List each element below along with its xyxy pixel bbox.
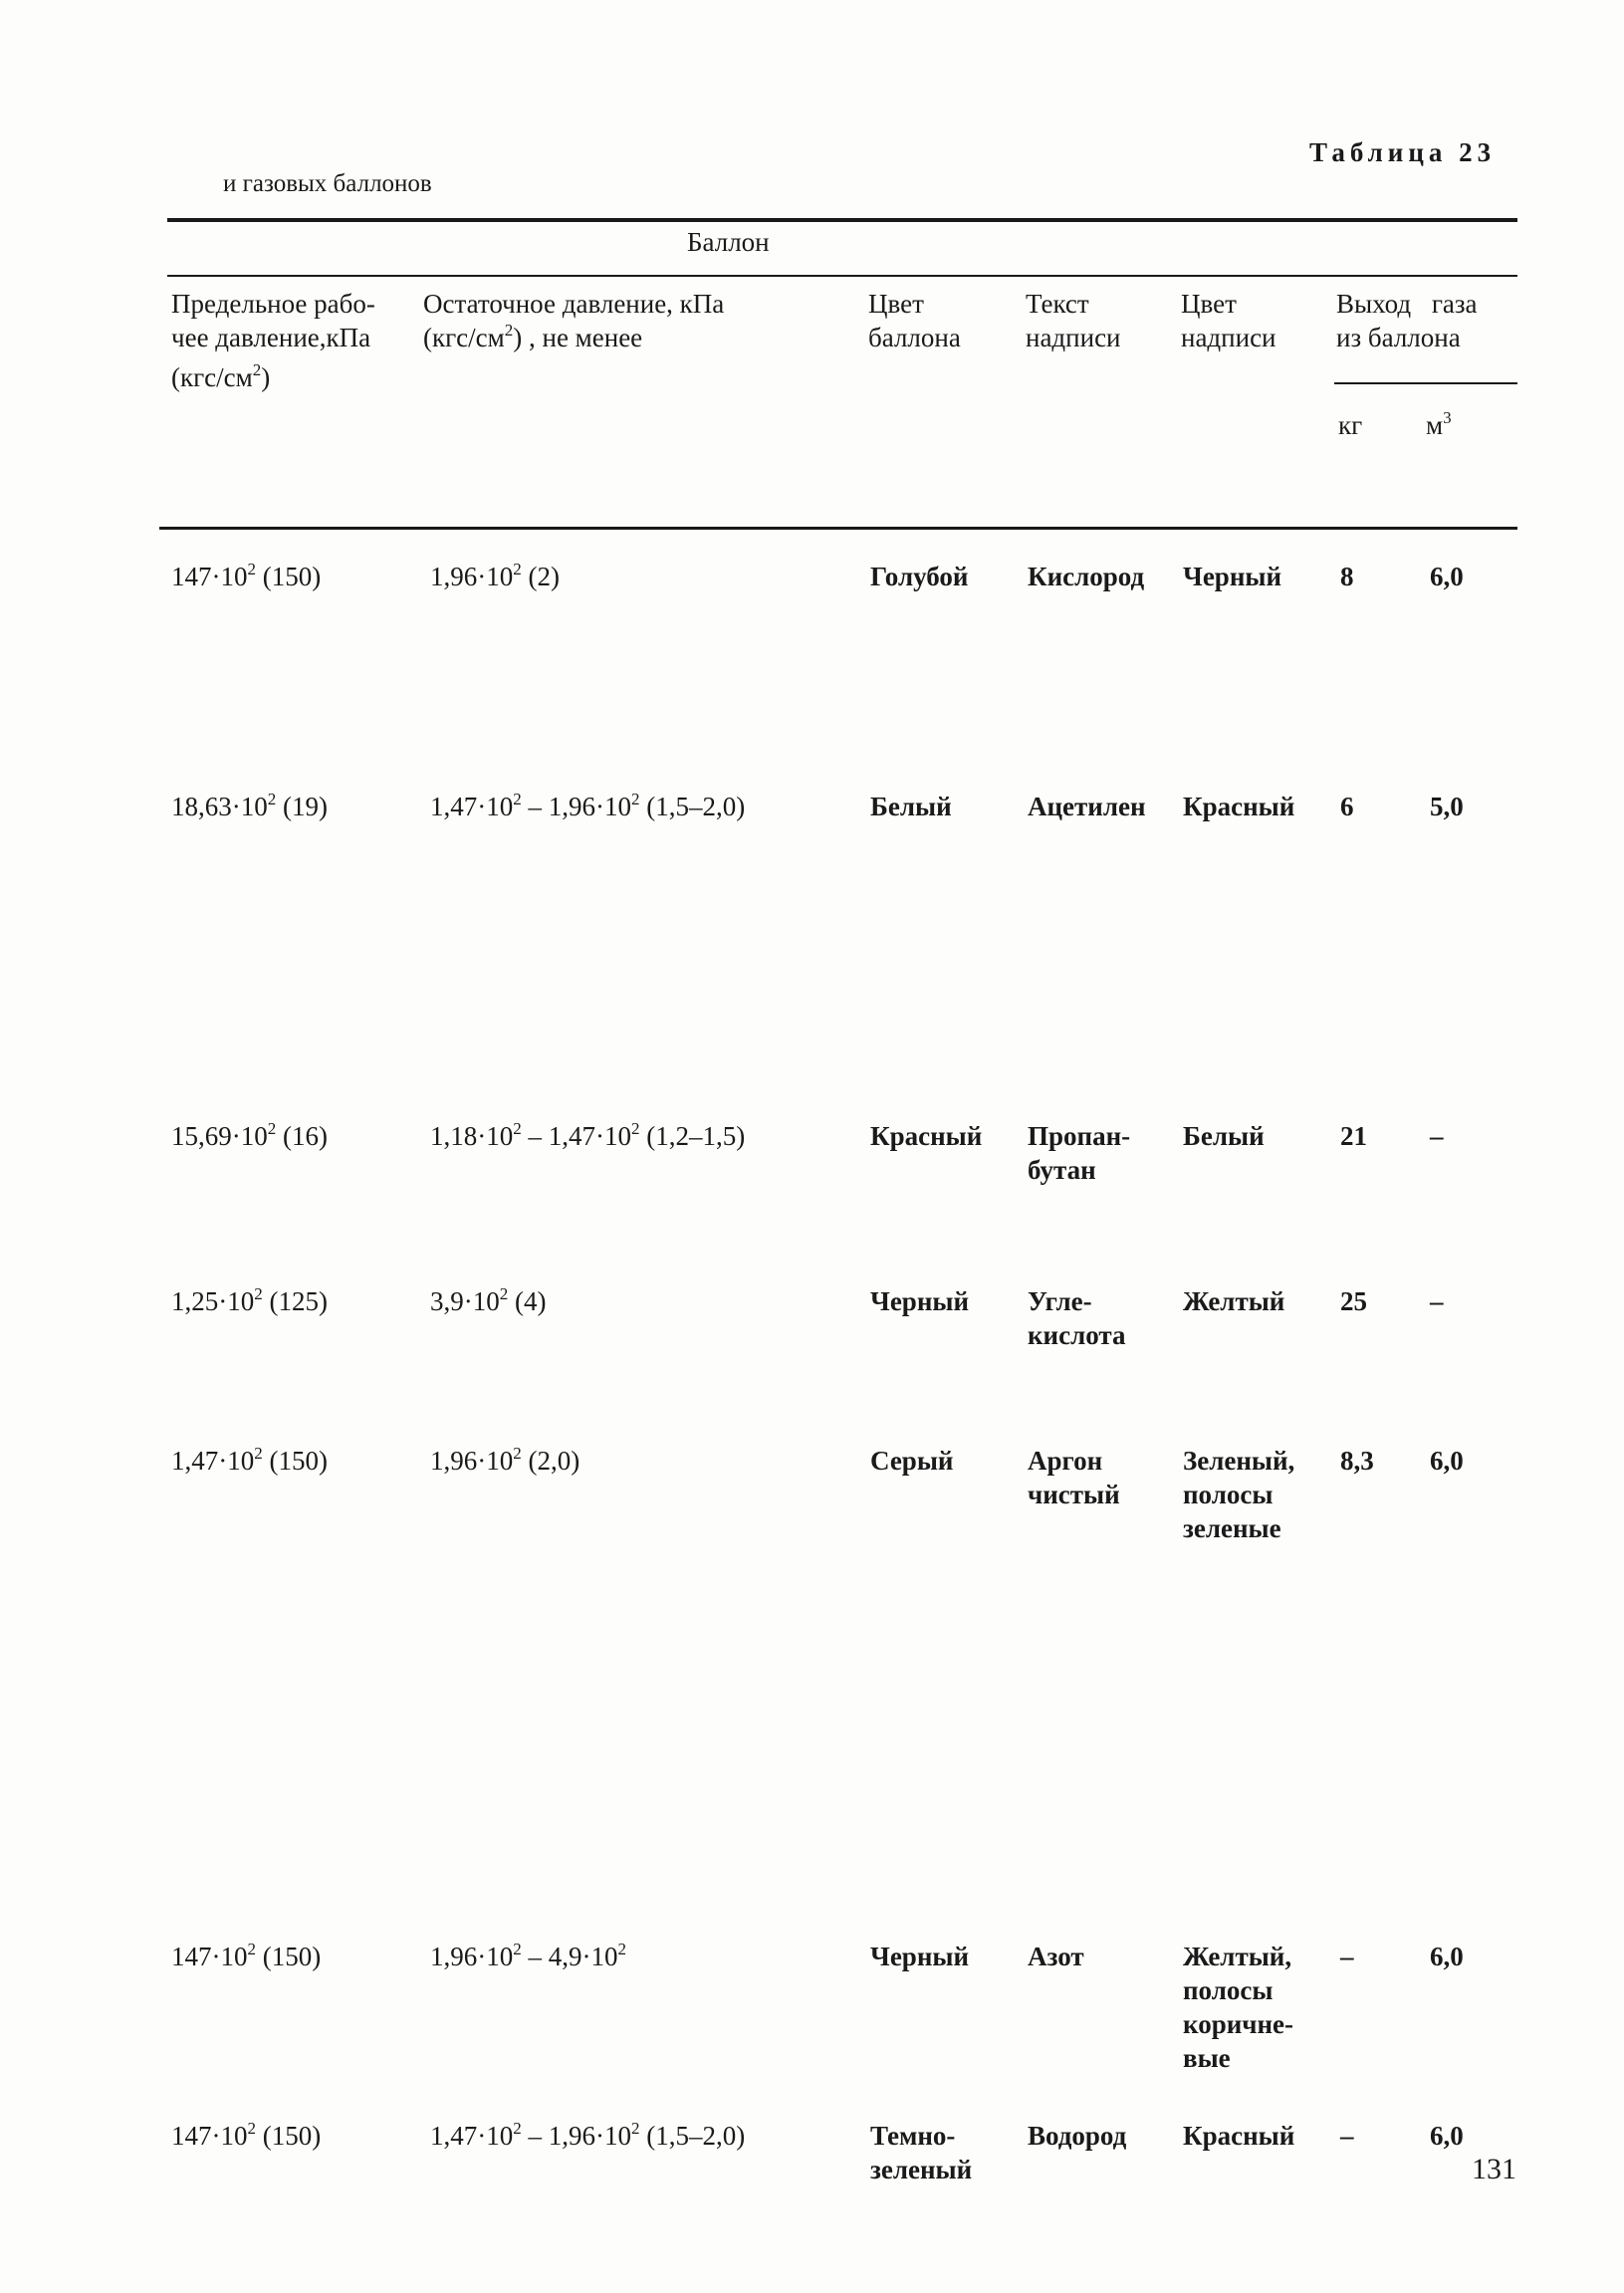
cell-output-kg: 6 — [1340, 792, 1354, 821]
cell-inscription-color — [1183, 1119, 1265, 1153]
cell-inscription-color-line: полосы — [1183, 1480, 1274, 1509]
pressure-exponent: 2 — [247, 2119, 256, 2138]
cell-cylinder-color — [870, 790, 952, 823]
cell-cylinder-color-line: Голубой — [870, 562, 969, 591]
cell-residual-pressure — [430, 1940, 626, 1973]
pressure-kgf: (16) — [276, 1121, 328, 1151]
cell-inscription-text-line: Угле- — [1028, 1286, 1092, 1316]
cell-inscription-text — [1028, 1444, 1120, 1511]
output-subrule — [1334, 382, 1517, 384]
residual-part-a: 3,9·10 — [430, 1286, 500, 1316]
header-gas-output — [1336, 287, 1478, 354]
residual-part-a: 1,96·10 — [430, 1942, 514, 1971]
header-tcolor-line2: надписи — [1181, 323, 1276, 352]
cell-working-pressure — [171, 1284, 328, 1318]
pressure-exponent: 2 — [254, 1284, 263, 1303]
cell-inscription-color-line: Черный — [1183, 562, 1282, 591]
cell-inscription-text — [1028, 1119, 1130, 1187]
header-pressure-unit: (кгс/см — [171, 362, 253, 392]
residual-exponent-b: 2 — [631, 1119, 640, 1138]
cell-inscription-text — [1028, 2119, 1126, 2153]
header-inscription-color — [1181, 287, 1276, 354]
residual-part-a: 1,47·10 — [430, 792, 514, 821]
cell-inscription-text-line: Водород — [1028, 2121, 1127, 2151]
cell-inscription-color — [1183, 1940, 1293, 2075]
pressure-kgf: (19) — [276, 792, 328, 821]
residual-kgf: (1,2–1,5) — [639, 1121, 746, 1151]
cell-output-m3: – — [1430, 1286, 1444, 1316]
cell-inscription-color-line: Белый — [1183, 1121, 1265, 1151]
group-rule — [167, 275, 1517, 277]
cell-cylinder-color-line: Темно- — [870, 2121, 956, 2151]
cell-inscription-color-line: зеленые — [1183, 1513, 1281, 1543]
cell-output-kg: – — [1340, 1942, 1354, 1971]
header-residual-unit: (кгс/см — [423, 323, 505, 352]
cell-cylinder-color-line: зеленый — [870, 2155, 973, 2184]
residual-part-a: 1,18·10 — [430, 1121, 514, 1151]
cell-cylinder-color — [870, 1940, 969, 1973]
header-text-line1: Текст — [1026, 289, 1089, 319]
header-m3-sup: 3 — [1443, 408, 1452, 427]
cell-inscription-color-line: полосы — [1183, 1975, 1274, 2005]
header-tcolor-line1: Цвет — [1181, 289, 1237, 319]
cell-inscription-text-line: чистый — [1028, 1480, 1120, 1509]
cell-inscription-text-line: бутан — [1028, 1155, 1096, 1185]
cell-cylinder-color — [870, 560, 968, 593]
residual-exponent-a: 2 — [513, 1444, 522, 1463]
cell-inscription-text — [1028, 1284, 1125, 1352]
cell-output-kg: 8 — [1340, 562, 1354, 591]
residual-exponent-a: 2 — [513, 1940, 522, 1958]
residual-exponent-a: 2 — [499, 1284, 509, 1303]
cell-inscription-text-line: Аргон — [1028, 1446, 1103, 1476]
cell-working-pressure — [171, 1940, 321, 1973]
residual-part-b: – 4,9·10 — [521, 1942, 618, 1971]
cell-output-m3: – — [1430, 1121, 1444, 1151]
cell-working-pressure — [171, 2119, 321, 2153]
cell-inscription-color-line: Красный — [1183, 2121, 1295, 2151]
page-subtitle: и газовых баллонов — [223, 170, 432, 197]
pressure-mantissa: 147·10 — [171, 2121, 248, 2151]
page-number: 131 — [1472, 2153, 1516, 2185]
cell-output-m3: 6,0 — [1430, 1446, 1464, 1476]
residual-exponent-a: 2 — [513, 560, 522, 578]
cell-cylinder-color — [870, 2119, 972, 2186]
cell-inscription-text-line: кислота — [1028, 1320, 1126, 1350]
pressure-mantissa: 147·10 — [171, 1942, 248, 1971]
cell-inscription-text-line: Пропан- — [1028, 1121, 1131, 1151]
cell-residual-pressure — [430, 560, 560, 593]
pressure-exponent: 2 — [267, 1119, 277, 1138]
header-m3-unit: м — [1426, 410, 1444, 440]
cell-cylinder-color — [870, 1284, 969, 1318]
residual-exponent-b: 2 — [631, 790, 640, 808]
cell-cylinder-color — [870, 1444, 953, 1478]
residual-exponent-a: 2 — [513, 1119, 522, 1138]
residual-exponent-a: 2 — [513, 790, 522, 808]
residual-part-a: 1,96·10 — [430, 562, 514, 591]
cell-output-m3: 5,0 — [1430, 792, 1464, 821]
cell-cylinder-color-line: Серый — [870, 1446, 954, 1476]
cell-inscription-color-line: Красный — [1183, 792, 1295, 821]
residual-exponent-b: 2 — [631, 2119, 640, 2138]
header-m3 — [1426, 408, 1452, 442]
cell-working-pressure — [171, 1444, 328, 1478]
residual-exponent-b: 2 — [617, 1940, 626, 1958]
pressure-exponent: 2 — [247, 560, 256, 578]
residual-exponent-a: 2 — [513, 2119, 522, 2138]
pressure-kgf: (150) — [256, 562, 322, 591]
cell-cylinder-color-line: Белый — [870, 792, 952, 821]
residual-part-b: – 1,96·10 — [521, 792, 631, 821]
header-pressure-end: ) — [261, 362, 271, 392]
residual-part-a: 1,47·10 — [430, 2121, 514, 2151]
header-residual — [423, 287, 724, 354]
cell-inscription-text-line: Кислород — [1028, 562, 1145, 591]
residual-part-b: – 1,47·10 — [521, 1121, 631, 1151]
pressure-kgf: (150) — [256, 2121, 322, 2151]
cell-output-kg: 25 — [1340, 1286, 1367, 1316]
cell-working-pressure — [171, 560, 321, 593]
header-pressure — [171, 287, 375, 394]
cell-inscription-color-line: Желтый — [1183, 1286, 1285, 1316]
header-kg: кг — [1338, 410, 1363, 440]
pressure-exponent: 2 — [254, 1444, 263, 1463]
cell-residual-pressure — [430, 1284, 546, 1318]
pressure-mantissa: 1,47·10 — [171, 1446, 255, 1476]
cell-residual-pressure — [430, 2119, 745, 2153]
header-output-line1: Выход газа — [1336, 289, 1478, 319]
residual-part-b: (4) — [508, 1286, 547, 1316]
residual-kgf: (1,5–2,0) — [639, 2121, 746, 2151]
header-group-label: Баллон — [687, 227, 770, 257]
cell-cylinder-color-line: Черный — [870, 1942, 970, 1971]
header-residual-sup: 2 — [504, 321, 514, 340]
cell-inscription-color — [1183, 560, 1281, 593]
header-bottom-rule — [159, 527, 1517, 530]
header-cylinder-color — [868, 287, 961, 354]
header-inscription-text — [1026, 287, 1121, 354]
header-output-line2: из баллона — [1336, 323, 1461, 352]
cell-inscription-color-line: Зеленый, — [1183, 1446, 1295, 1476]
header-residual-line2 — [423, 321, 724, 354]
header-residual-line1: Остаточное давление, кПа — [423, 289, 725, 319]
pressure-kgf: (150) — [256, 1942, 322, 1971]
cell-cylinder-color-line: Черный — [870, 1286, 970, 1316]
header-pressure-sup: 2 — [252, 360, 262, 379]
cell-residual-pressure — [430, 790, 745, 823]
residual-part-b: – 1,96·10 — [521, 2121, 631, 2151]
residual-part-a: 1,96·10 — [430, 1446, 514, 1476]
cell-inscription-text — [1028, 560, 1144, 593]
table-label: Таблица 23 — [1309, 137, 1497, 167]
cell-inscription-color-line: вые — [1183, 2043, 1231, 2073]
cell-working-pressure — [171, 1119, 328, 1153]
header-pressure-line2: чее давление,кПа — [171, 323, 371, 352]
cell-inscription-color — [1183, 1284, 1284, 1318]
cell-inscription-text-line: Азот — [1028, 1942, 1084, 1971]
header-text-line2: надписи — [1026, 323, 1121, 352]
pressure-mantissa: 15,69·10 — [171, 1121, 268, 1151]
table-top-rule — [167, 218, 1517, 222]
header-residual-end: ) , не менее — [513, 323, 643, 352]
pressure-kgf: (125) — [262, 1286, 328, 1316]
pressure-mantissa: 147·10 — [171, 562, 248, 591]
cell-residual-pressure — [430, 1444, 580, 1478]
header-color-line2: баллона — [868, 323, 961, 352]
pressure-exponent: 2 — [267, 790, 277, 808]
cell-inscription-color-line: коричне- — [1183, 2009, 1294, 2039]
cell-inscription-color — [1183, 2119, 1294, 2153]
header-color-line1: Цвет — [868, 289, 924, 319]
cell-working-pressure — [171, 790, 328, 823]
header-pressure-line3 — [171, 360, 375, 394]
cell-inscription-color — [1183, 790, 1294, 823]
residual-part-b: (2,0) — [521, 1446, 580, 1476]
cell-output-kg: 21 — [1340, 1121, 1367, 1151]
cell-inscription-color — [1183, 1444, 1294, 1545]
cell-cylinder-color — [870, 1119, 982, 1153]
cell-inscription-text — [1028, 790, 1146, 823]
cell-output-m3: 6,0 — [1430, 1942, 1464, 1971]
pressure-mantissa: 18,63·10 — [171, 792, 268, 821]
cell-residual-pressure — [430, 1119, 745, 1153]
header-pressure-line1: Предельное рабо- — [171, 289, 375, 319]
pressure-mantissa: 1,25·10 — [171, 1286, 255, 1316]
cell-output-m3: 6,0 — [1430, 2121, 1464, 2151]
cell-output-kg: 8,3 — [1340, 1446, 1374, 1476]
cell-cylinder-color-line: Красный — [870, 1121, 983, 1151]
cell-inscription-text-line: Ацетилен — [1028, 792, 1146, 821]
residual-part-b: (2) — [521, 562, 560, 591]
pressure-kgf: (150) — [262, 1446, 328, 1476]
residual-kgf: (1,5–2,0) — [639, 792, 746, 821]
cell-output-m3: 6,0 — [1430, 562, 1464, 591]
cell-output-kg: – — [1340, 2121, 1354, 2151]
cell-inscription-text — [1028, 1940, 1084, 1973]
cell-inscription-color-line: Желтый, — [1183, 1942, 1292, 1971]
pressure-exponent: 2 — [247, 1940, 256, 1958]
